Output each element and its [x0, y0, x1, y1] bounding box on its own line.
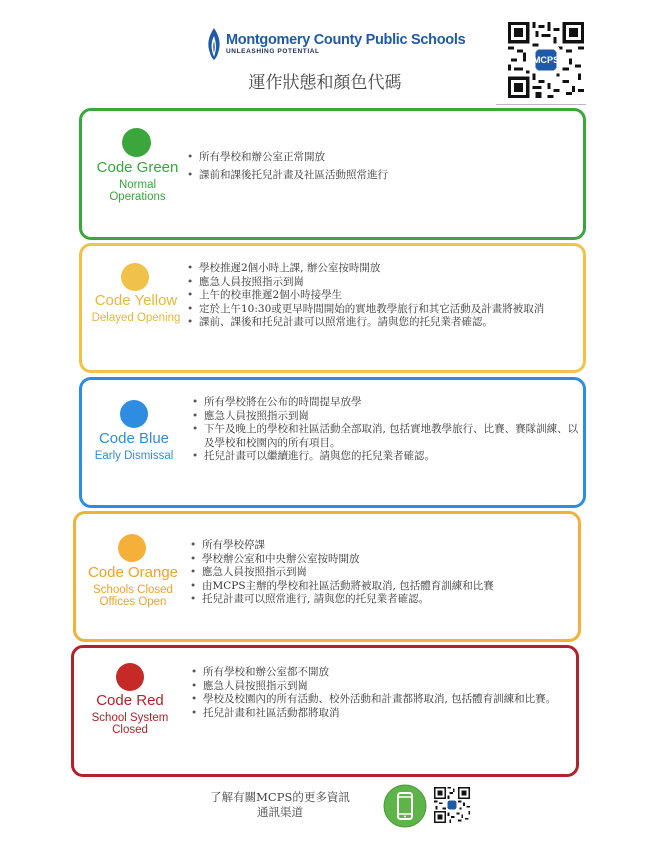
bullet-list: [191, 666, 573, 720]
logo-tagline: UNLEASHING POTENTIAL: [226, 48, 320, 55]
list-item: • 所有學校和辦公室都不開放: [191, 666, 573, 680]
list-item: • 應急人員按照指示到崗: [190, 566, 575, 580]
status-dot: [120, 400, 148, 428]
list-item: • 課前和課後托兒計畫及社區活動照常進行: [187, 169, 567, 183]
code-subtitle: Early Dismissal: [94, 449, 174, 462]
list-item: • 定於上午10:30或更早時間開始的實地教學旅行和其它活動及計畫將被取消: [187, 303, 565, 317]
list-item: • 由MCPS主辦的學校和社區活動將被取消, 包括體育訓練和比賽: [190, 580, 575, 594]
list-item: • 課前、課後和托兒計畫可以照常進行。請與您的托兒業者確認。: [187, 316, 565, 330]
status-dot: [121, 263, 149, 291]
footer-line-1: 了解有關MCPS的更多資訊: [210, 790, 350, 804]
code-label: [84, 693, 176, 736]
code-subtitle: Delayed Opening: [91, 311, 181, 324]
list-item: • 所有學校和辦公室正常開放: [187, 151, 567, 165]
list-item: • 托兒計畫可以照常進行, 請與您的托兒業者確認。: [190, 593, 575, 607]
logo-name: Montgomery County Public Schools: [226, 32, 466, 48]
list-item: • 托兒計畫可以繼續進行。請與您的托兒業者確認。: [192, 450, 580, 464]
bullet-list: [187, 262, 565, 330]
code-name: Code Red: [96, 692, 164, 709]
code-name: Code Orange: [87, 564, 179, 581]
list-item: • 應急人員按照指示到崗: [187, 276, 565, 290]
code-subtitle: School System Closed: [91, 711, 169, 736]
footer-text: [190, 790, 370, 820]
list-item: • 托兒計畫和社區活動都將取消: [191, 707, 573, 721]
list-item: • 學校推遲2個小時上課, 辦公室按時開放: [187, 262, 565, 276]
bullet-list: [192, 396, 580, 464]
list-item: • 下午及晚上的學校和社區活動全部取消, 包括實地教學旅行、比賽、賽隊訓練、以及學校和校園內的所有項目。: [192, 423, 580, 450]
mcps-logo[interactable]: [205, 26, 465, 62]
footer-line-2: 通訊渠道: [257, 805, 303, 819]
header: [0, 0, 650, 110]
divider: [496, 104, 586, 105]
code-yellow-card: [79, 243, 586, 373]
bullet-list: [190, 539, 575, 607]
qr-badge-label: MCPS: [532, 55, 560, 66]
page-title: 運作狀態和顏色代碼: [248, 73, 402, 93]
status-dot: [122, 128, 151, 157]
list-item: • 應急人員按照指示到崗: [192, 410, 580, 424]
bullet-list: [187, 151, 567, 182]
code-subtitle: Schools Closed Offices Open: [93, 583, 173, 608]
list-item: • 學校及校園內的所有活動、校外活動和計畫都將取消, 包括體育訓練和比賽。: [191, 693, 573, 707]
list-item: • 所有學校將在公布的時間提早放學: [192, 396, 580, 410]
code-label: [78, 565, 188, 608]
list-item: • 所有學校停課: [190, 539, 575, 553]
code-label: [88, 431, 180, 462]
list-item: • 應急人員按照指示到崗: [191, 680, 573, 694]
code-orange-card: [73, 511, 581, 642]
code-subtitle: Normal Operations: [109, 178, 166, 203]
qr-code-icon[interactable]: [508, 22, 584, 98]
status-dot: [116, 663, 144, 691]
qr-code-icon[interactable]: [434, 787, 470, 823]
list-item: • 上午的校車推遲2個小時接學生: [187, 289, 565, 303]
code-green-card: [79, 108, 586, 240]
status-dot: [118, 534, 146, 562]
list-item: • 學校辦公室和中央辦公室按時開放: [190, 553, 575, 567]
code-name: Code Green: [96, 159, 179, 176]
code-label: [90, 160, 185, 203]
code-name: Code Blue: [98, 430, 170, 447]
flame-logo-icon: [205, 27, 223, 61]
code-blue-card: [79, 377, 586, 508]
phone-icon[interactable]: [383, 784, 427, 828]
code-label: [90, 293, 182, 324]
code-name: Code Yellow: [94, 292, 178, 309]
code-red-card: [71, 645, 579, 777]
